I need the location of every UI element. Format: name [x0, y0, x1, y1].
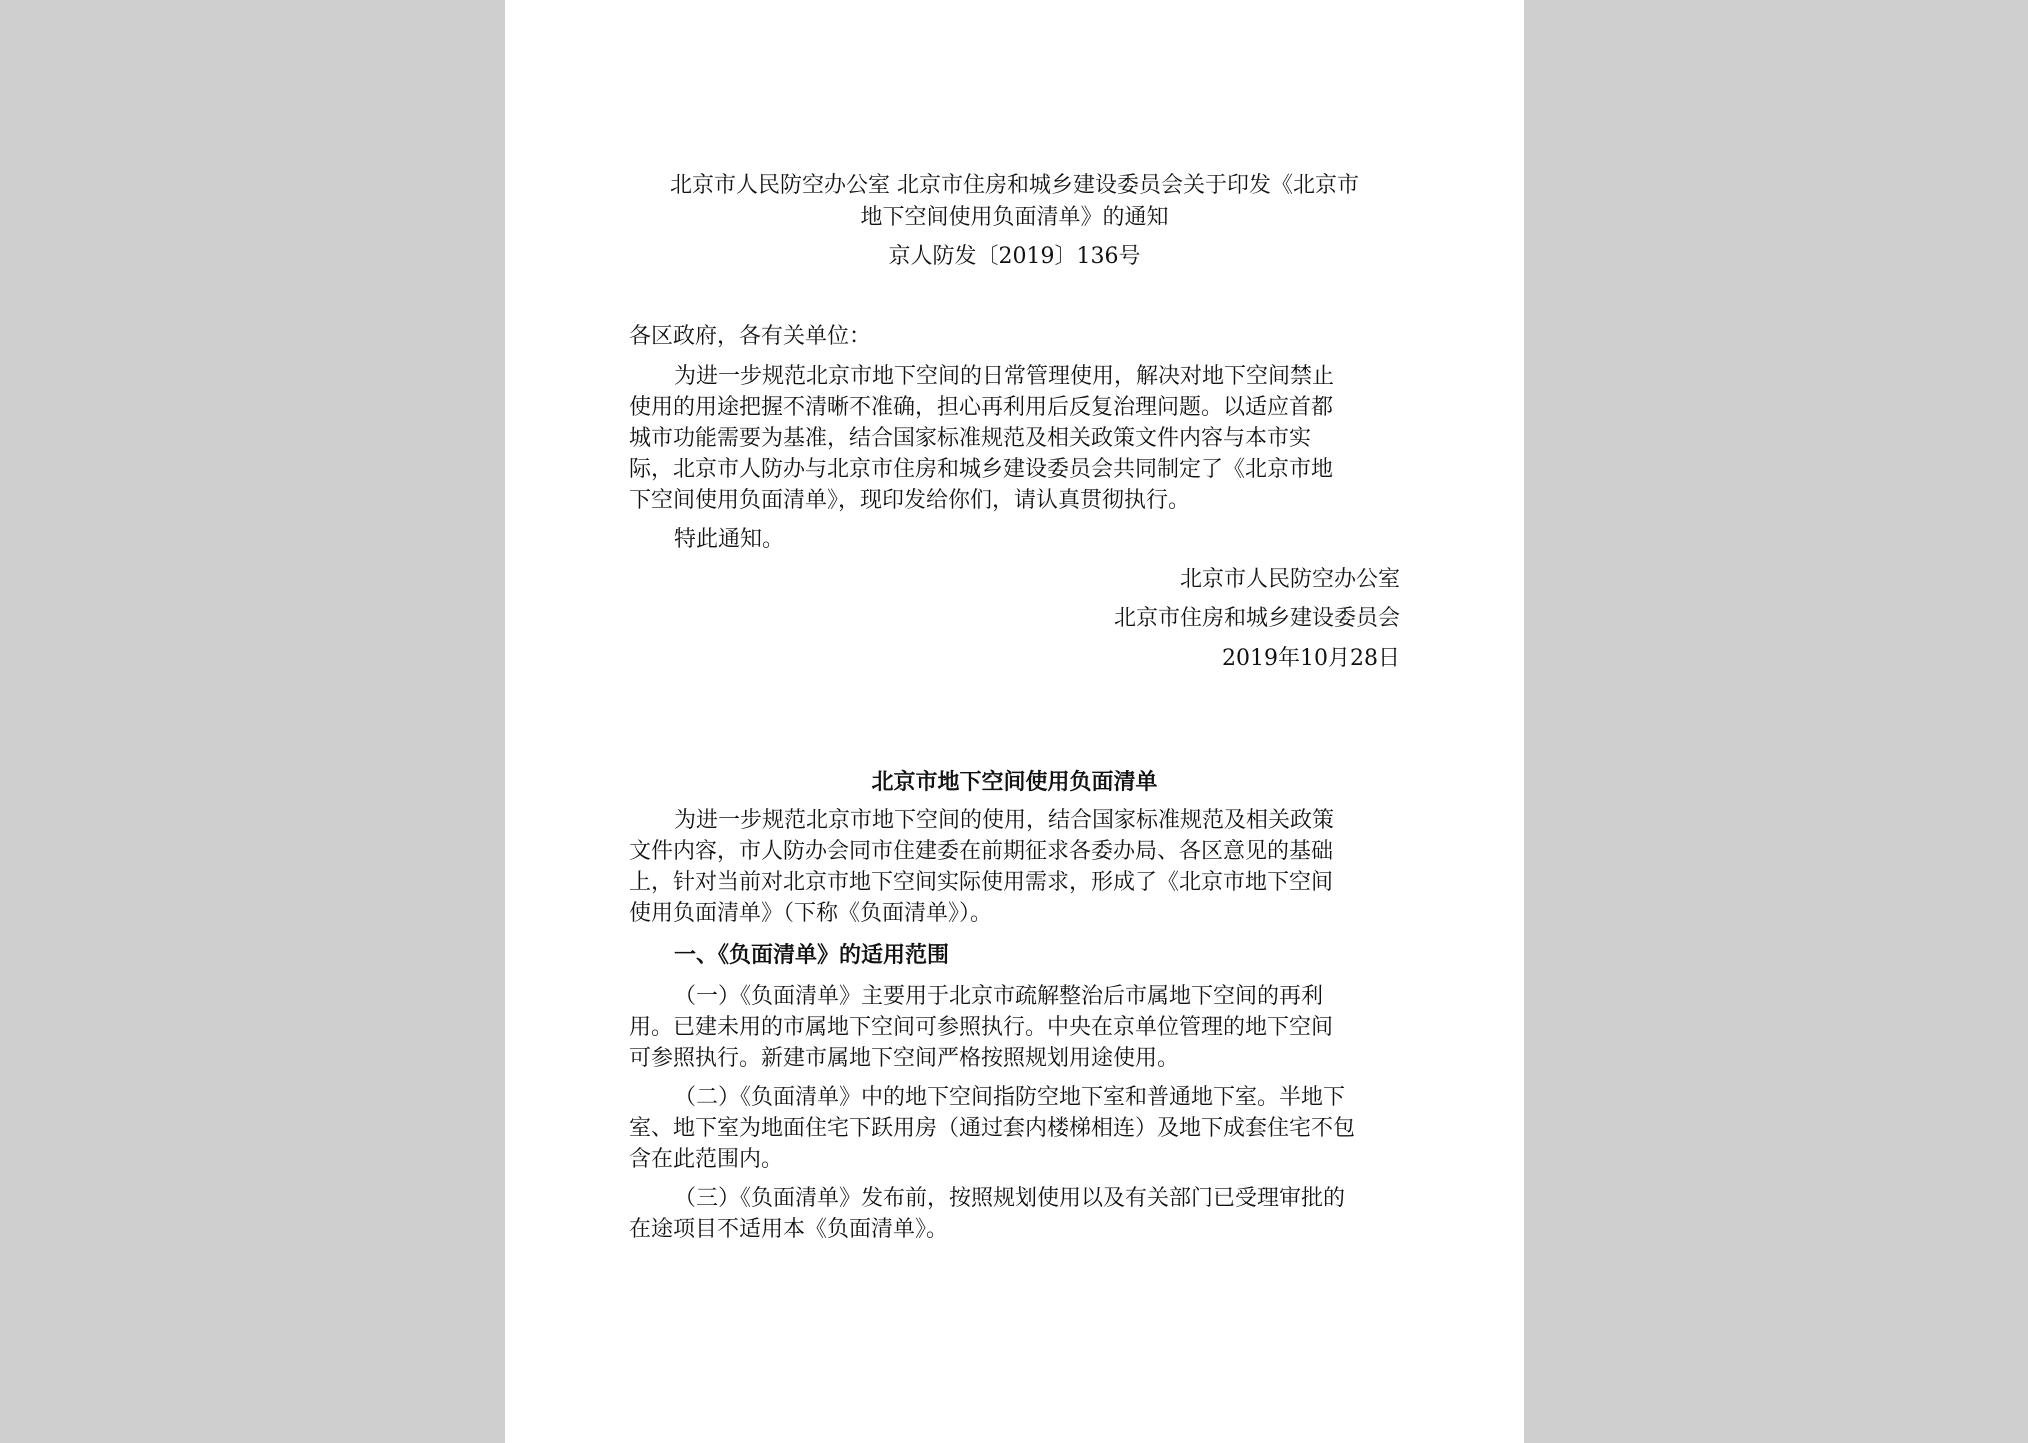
notice-body-line: 下空间使用负面清单》，现印发给你们，请认真贯彻执行。: [629, 488, 1191, 513]
notice-body-line: 为进一步规范北京市地下空间的日常管理使用，解决对地下空间禁止: [674, 364, 1335, 389]
notice-body-line: 际，北京市人防办与北京市住房和城乡建设委员会共同制定了《北京市地: [629, 457, 1334, 482]
closing-text: 特此通知。: [674, 527, 785, 552]
signatory-housing-commission: 北京市住房和城乡建设委员会: [1113, 606, 1400, 631]
list-intro-line: 上，针对当前对北京市地下空间实际使用需求，形成了《北京市地下空间: [629, 870, 1334, 895]
addressee: 各区政府，各有关单位：: [629, 324, 872, 349]
doc-number: 京人防发〔2019〕136号: [888, 244, 1141, 269]
notice-title-line-1: 北京市人民防空办公室 北京市住房和城乡建设委员会关于印发《北京市: [670, 173, 1359, 198]
item-2-line: （二）《负面清单》中的地下空间指防空地下室和普通地下室。半地下: [674, 1085, 1346, 1110]
document-page: [505, 0, 1524, 1443]
item-3-line: 在途项目不适用本《负面清单》。: [629, 1217, 949, 1242]
list-intro-line: 使用负面清单》（下称《负面清单》）。: [629, 901, 993, 926]
section-heading: 一、《负面清单》的适用范围: [674, 942, 950, 968]
list-intro-line: 为进一步规范北京市地下空间的使用，结合国家标准规范及相关政策: [674, 808, 1335, 833]
list-intro-line: 文件内容，市人防办会同市住建委在前期征求各委办局、各区意见的基础: [629, 839, 1334, 864]
item-2-line: 含在此范围内。: [629, 1147, 784, 1172]
item-1-line: 可参照执行。新建市属地下空间严格按照规划用途使用。: [629, 1046, 1180, 1071]
issue-date: 2019年10月28日: [1222, 646, 1400, 671]
signatory-civil-defense: 北京市人民防空办公室: [1179, 567, 1400, 592]
notice-body-line: 城市功能需要为基准，结合国家标准规范及相关政策文件内容与本市实: [629, 426, 1312, 451]
list-title: 北京市地下空间使用负面清单: [871, 769, 1158, 795]
item-1-line: 用。已建未用的市属地下空间可参照执行。中央在京单位管理的地下空间: [629, 1015, 1334, 1040]
item-2-line: 室、地下室为地面住宅下跃用房（通过套内楼梯相连）及地下成套住宅不包: [629, 1116, 1356, 1141]
item-1-line: （一）《负面清单》主要用于北京市疏解整治后市属地下空间的再利: [674, 984, 1324, 1009]
notice-title-line-2: 地下空间使用负面清单》的通知: [860, 205, 1169, 230]
item-3-line: （三）《负面清单》发布前，按照规划使用以及有关部门已受理审批的: [674, 1186, 1346, 1211]
notice-body-line: 使用的用途把握不清晰不准确，担心再利用后反复治理问题。以适应首都: [629, 395, 1334, 420]
